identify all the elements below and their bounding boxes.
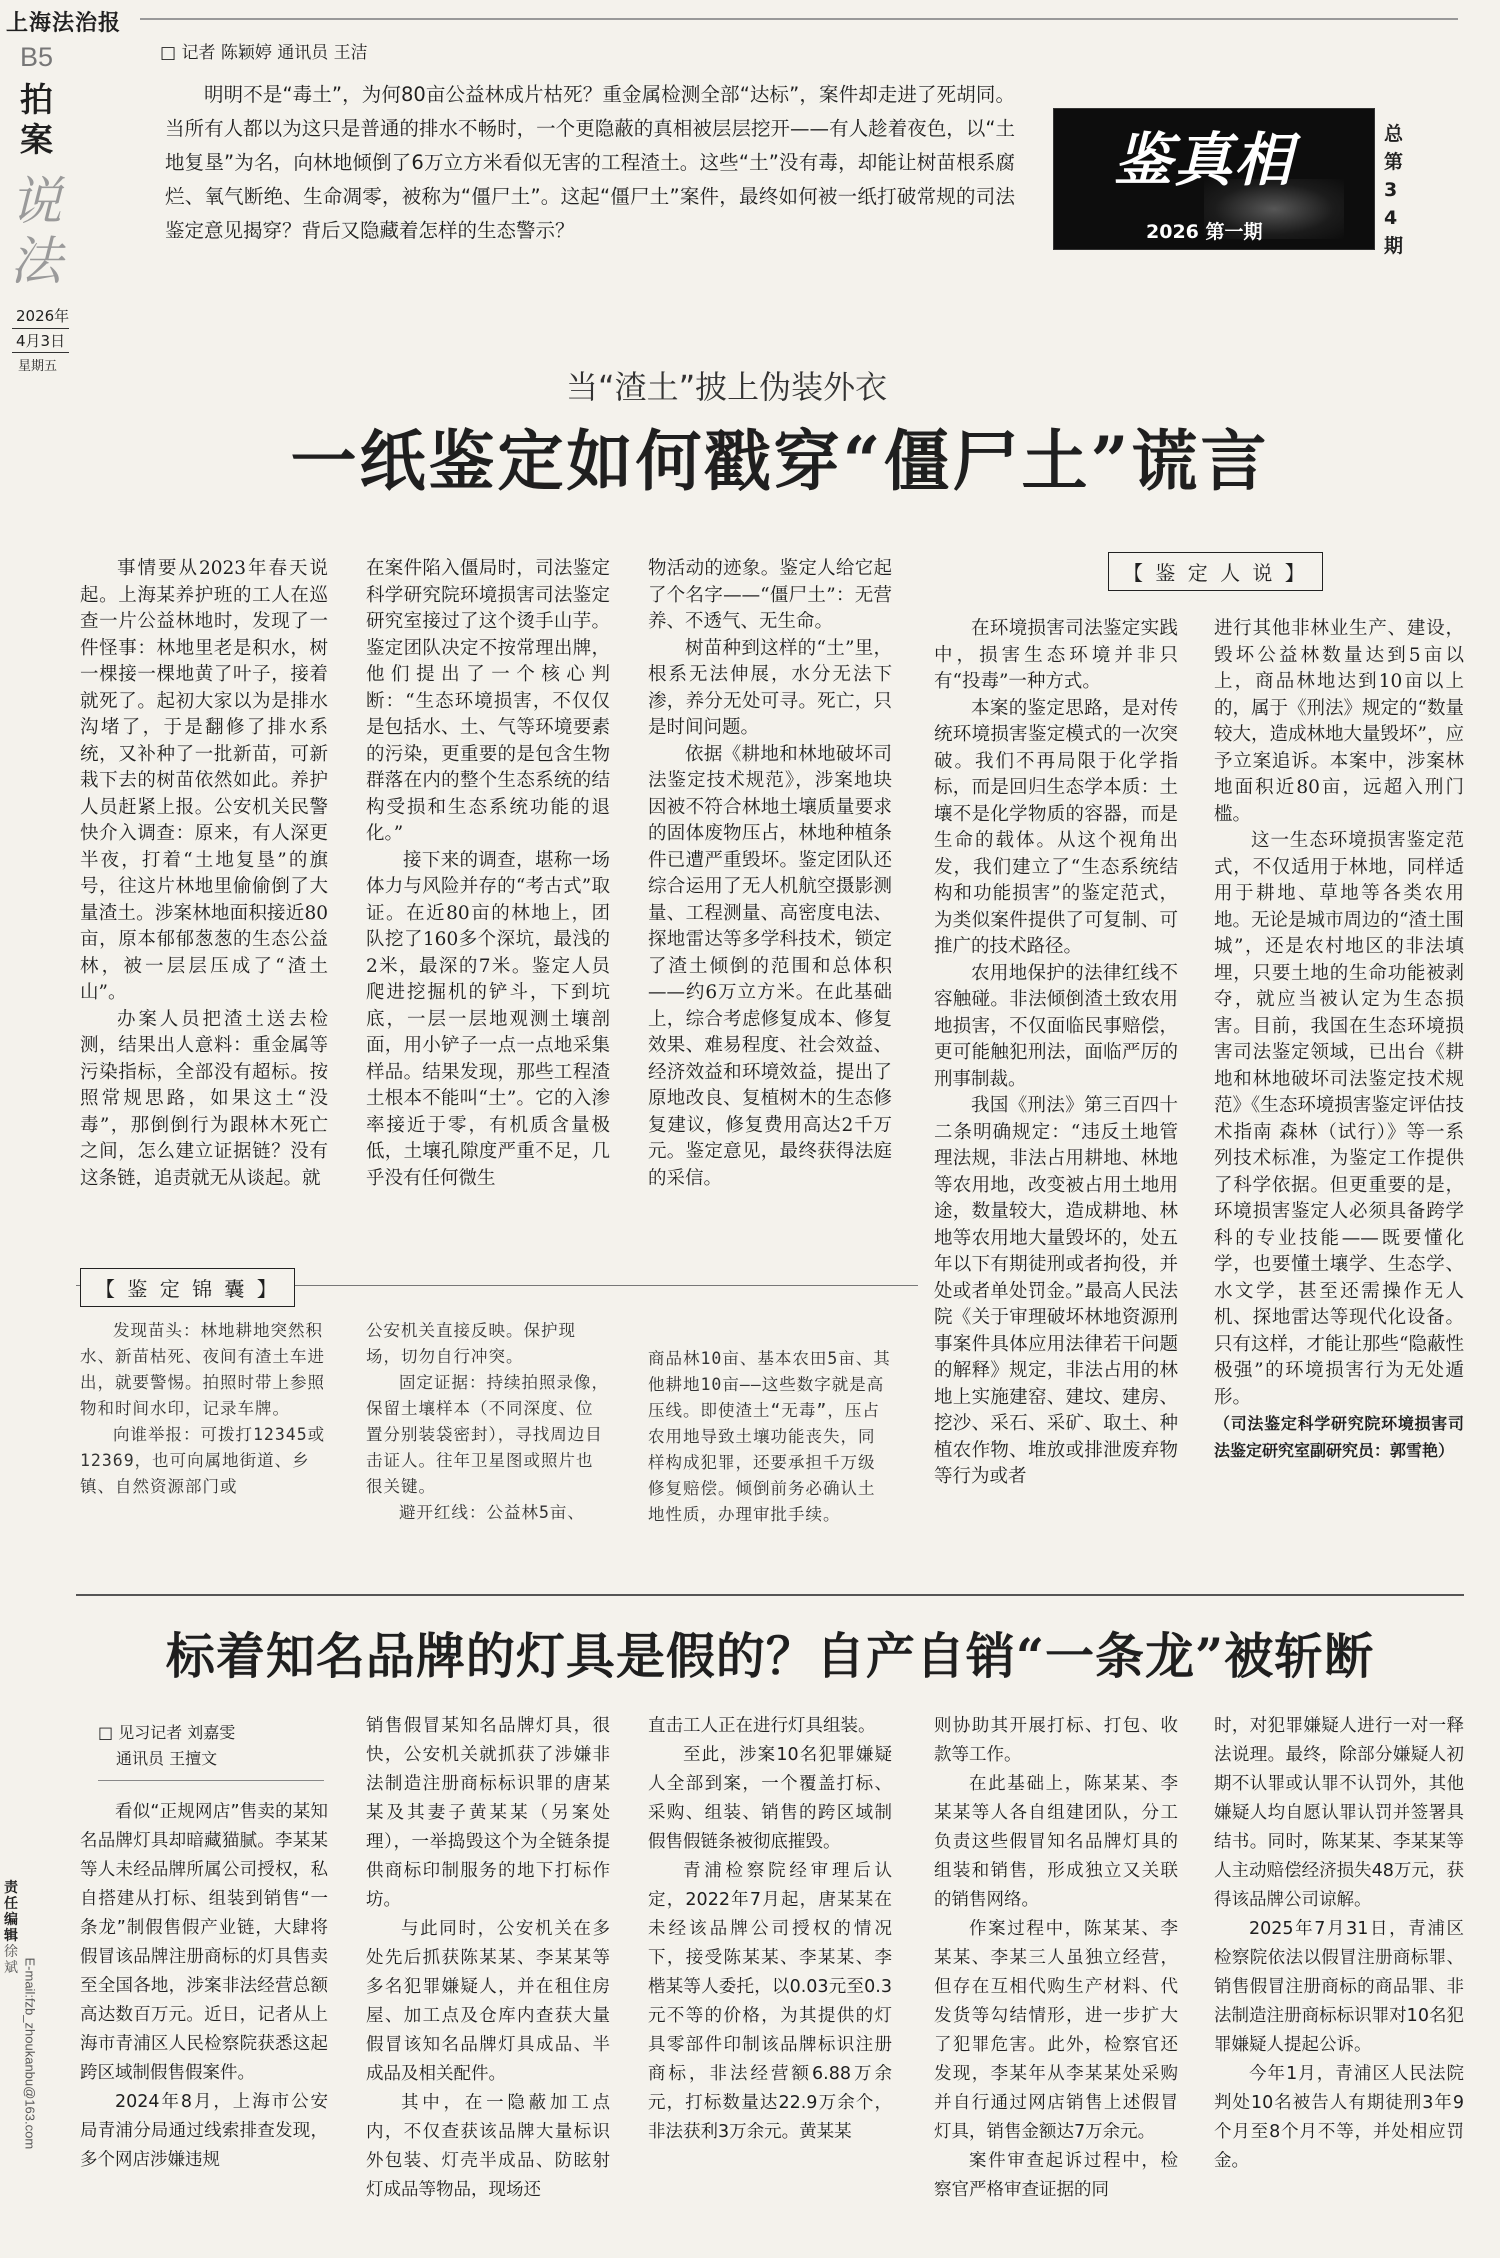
paragraph: 销售假冒某知名品牌灯具，很快，公安机关就抓获了涉嫌非法制造注册商标标识罪的唐某某及其妻子黄某某（另案处理），一举捣毁这个为全链条提供商标印制服务的地下打标作坊。 bbox=[366, 1716, 610, 1910]
paragraph: 在此基础上，陈某某、李某某等人各自组建团队，分工负责这些假冒知名品牌灯具的组装和销售，形成独立又关联的销售网络。 bbox=[934, 1774, 1178, 1910]
article2-byline-rule bbox=[98, 1780, 324, 1781]
editor-name: 徐斌 bbox=[4, 1944, 18, 1976]
paragraph: 今年1月，青浦区人民法院判处10名被告人有期徒刑3年9个月至8个月不等，并处相应罚金。 bbox=[1214, 2064, 1464, 2171]
paragraph: 案件审查起诉过程中，检察官严格审查证据的同 bbox=[934, 2151, 1178, 2200]
tip-paragraph: 避开红线：公益林5亩、 bbox=[399, 1503, 585, 1522]
tips-section-tag: 【 鉴 定 锦 囊 】 bbox=[80, 1268, 295, 1307]
paragraph: 则协助其开展打标、打包、收款等工作。 bbox=[934, 1716, 1178, 1765]
article2-divider bbox=[76, 1594, 1464, 1596]
article2-byline bbox=[98, 1720, 235, 1772]
article2-headline: 标着知名品牌的灯具是假的？自产自销“一条龙”被斩断 bbox=[165, 1627, 1375, 1685]
paragraph: 作案过程中，陈某某、李某某、李某三人虽独立经营，但存在互相代购生产材料、代发货等勾结情形，进一步扩大了犯罪危害。此外，检察官还发现，李某年从李某某处采购并自行通过网店销售上述假冒灯具，销售金额达7万余元。 bbox=[934, 1919, 1178, 2142]
series-badge bbox=[1053, 108, 1375, 250]
paragraph: 在案件陷入僵局时，司法鉴定科学研究院环境损害司法鉴定研究室接过了这个烫手山芋。鉴定团队决定不按常理出牌，他们提出了一个核心判断：“生态环境损害，不仅仅是包括水、土、气等环境要素的污染，更重要的是包含生物群落在内的整个生态系统的结构受损和生态系统功能的退化。” bbox=[366, 558, 610, 844]
tip-paragraph: 发现苗头：林地耕地突然积水、新苗枯死、夜间有渣土车进出，就要警惕。拍照时带上参照物和时间水印，记录车牌。 bbox=[80, 1321, 325, 1418]
paragraph: 进行其他非林业生产、建设，毁坏公益林数量达到5亩以上，商品林地达到10亩以上的，属于《刑法》规定的“数量较大，造成林地大量毁坏”，应予立案追诉。本案中，涉案林地面积近80亩，远超入刑门槛。 bbox=[1214, 618, 1464, 825]
article1-col5 bbox=[1214, 616, 1464, 1464]
paragraph: 直击工人正在进行灯具组装。 bbox=[648, 1716, 876, 1736]
page-number: B5 bbox=[20, 42, 54, 72]
paragraph: 我国《刑法》第三百四十二条明确规定：“违反土地管理法规，非法占用耕地、林地等农用地，改变被占用土地用途，数量较大，造成耕地、林地等农用地大量毁坏的，处五年以下有期徒刑或者拘役，并处或者单处罚金。”最高人民法院《关于审理破坏林地资源刑事案件具体应用法律若干问题的解释》规定，非法占用的林地上实施建窑、建坟、建房、挖沙、采石、采矿、取土、种植农作物、堆放或排泄废弃物等行为或者 bbox=[934, 1095, 1178, 1487]
paragraph: 与此同时，公安机关在多处先后抓获陈某某、李某某等多名犯罪嫌疑人，并在租住房屋、加工点及仓库内查获大量假冒该知名品牌灯具成品、半成品及相关配件。 bbox=[366, 1919, 610, 2084]
paragraph: 本案的鉴定思路，是对传统环境损害鉴定模式的一次突破。我们不再局限于化学指标，而是回归生态学本质：土壤不是化学物质的容器，而是生命的载体。从这个视角出发，我们建立了“生态系统结构和功能损害”的鉴定范式，为类似案件提供了可复制、可推广的技术路径。 bbox=[934, 697, 1178, 957]
paragraph: 这一生态环境损害鉴定范式，不仅适用于林地，同样适用于耕地、草地等各类农用地。无论是城市周边的“渣土围城”，还是农村地区的非法填埋，只要土地的生命功能被剥夺，就应当被认定为生态损害。目前，我国在生态环境损害司法鉴定领域，已出台《耕地和林地破坏司法鉴定技术规范》《生态环境损害鉴定评估技术指南 森林（试行）》等一系列技术标准，为鉴定工作提供了科学依据。但更重要的是，环境损害鉴定人必须具备跨学科的专业技能——既要懂化学，也要懂土壤学、生态学、水文学，甚至还需操作无人机、探地雷达等现代化设备。只有这样，才能让那些“隐蔽性极强”的环境损害行为无处遁形。 bbox=[1214, 830, 1464, 1408]
article2-byline-reporter: □ 见习记者 刘嘉雯 bbox=[98, 1723, 236, 1742]
paragraph: 至此，涉案10名犯罪嫌疑人全部到案，一个覆盖打标、采购、组装、销售的跨区域制假售假链条被彻底摧毁。 bbox=[648, 1745, 892, 1852]
paragraph: 青浦检察院经审理后认定，2022年7月起，唐某某在未经该品牌公司授权的情况下，接受陈某某、李某某、李楷某等人委托，以0.03元至0.3元不等的价格，为其提供的灯具零部件印制该品牌标识注册商标，非法经营额6.88万余元，打标数量达22.9万余个，非法获利3万余元。黄某某 bbox=[648, 1861, 892, 2142]
lead-byline: □ 记者 陈颖婷 通讯员 王洁 bbox=[160, 43, 368, 63]
tips-col3 bbox=[648, 1346, 892, 1528]
badge-issue: 2026 第一期 bbox=[1146, 221, 1263, 243]
masthead-logo: 上海法治报 bbox=[6, 10, 122, 36]
article1-kicker: 当“渣土”披上伪装外衣 bbox=[566, 368, 888, 406]
tip-paragraph: 商品林10亩、基本农田5亩、其他耕地10亩——这些数字就是高压线。即使渣土“无毒”，压占农用地导致土壤功能丧失，同样构成犯罪，还要承担千万级修复赔偿。倾倒前务必确认土地性质，办理审批手续。 bbox=[648, 1349, 891, 1524]
paragraph: 事情要从2023年春天说起。上海某养护班的工人在巡查一片公益林地时，发现了一件怪事：林地里老是积水，树一棵接一棵地黄了叶子，接着就死了。起初大家以为是排水沟堵了，于是翻修了排水系统，又补种了一批新苗，可新栽下去的树苗依然如此。养护人员赶紧上报。公安机关民警快介入调查：原来，有人深更半夜，打着“土地复垦”的旗号，往这片林地里偷偷倒了大量渣土。涉案林地面积接近80亩，原本郁郁葱葱的生态公益林，被一层层压成了“渣土山”。 bbox=[80, 558, 328, 1003]
lead-text: 明明不是“毒土”，为何80亩公益林成片枯死？重金属检测全部“达标”，案件却走进了死胡同。当所有人都以为这只是普通的排水不畅时，一个更隐蔽的真相被层层挖开——有人趁着夜色，以“土地复垦”为名，向林地倾倒了6万立方米看似无害的工程渣土。这些“土”没有毒，却能让树苗根系腐烂、氧气断绝、生命凋零，被称为“僵尸土”。这起“僵尸土”案件，最终如何被一纸打破常规的司法鉴定意见揭穿？背后又隐藏着怎样的生态警示？ bbox=[165, 83, 1015, 242]
paragraph: 依据《耕地和林地破坏司法鉴定技术规范》，涉案地块因被不符合林地土壤质量要求的固体废物压占，林地种植条件已遭严重毁坏。鉴定团队还综合运用了无人机航空摄影测量、工程测量、高密度电法、探地雷达等多学科技术，锁定了渣土倾倒的范围和总体积——约6万立方米。在此基础上，综合考虑修复成本、修复效果、难易程度、社会效益、经济效益和环境效益，提出了原地改良、复植树木的生态修复建议，修复费用高达2千万元。鉴定意见，最终获得法庭的采信。 bbox=[648, 743, 892, 1189]
badge-total: 总第34期 bbox=[1384, 123, 1404, 257]
badge-title: 鉴真相 bbox=[1114, 126, 1295, 194]
article2-col3 bbox=[648, 1712, 892, 2147]
paragraph: 办案人员把渣土送去检测，结果出人意料：重金属等污染指标，全部没有超标。按照常规思路，如果这土“没毒”，那倒倒行为跟林木死亡之间，怎么建立证据链？没有这条链，追责就无从谈起。就 bbox=[80, 1008, 328, 1189]
article1-col4 bbox=[934, 616, 1178, 1491]
article2-col4 bbox=[934, 1712, 1178, 2205]
editor-label bbox=[4, 1880, 22, 1976]
article2-col2 bbox=[366, 1712, 610, 2205]
paragraph: 2024年8月，上海市公安局青浦分局通过线索排查发现，多个网店涉嫌违规 bbox=[80, 2092, 328, 2170]
paragraph: 2025年7月31日，青浦区检察院依法以假冒注册商标罪、销售假冒注册商标的商品罪、非法制造注册商标标识罪对10名犯罪嫌疑人提起公诉。 bbox=[1214, 1919, 1464, 2055]
paragraph: 树苗种到这样的“土”里，根系无法伸展，水分无法下渗，养分无处可寻。死亡，只是时间问题。 bbox=[648, 637, 892, 738]
issue-weekday: 星期五 bbox=[18, 359, 58, 374]
tip-paragraph: 向谁举报：可拨打12345或12369，也可向属地街道、乡镇、自然资源部门或 bbox=[80, 1425, 326, 1496]
article1-col1 bbox=[80, 556, 328, 1192]
paragraph: 接下来的调查，堪称一场体力与风险并存的“考古式”取证。在近80亩的林地上，团队挖了160多个深坑，最浅的2米，最深的7米。鉴定人员爬进挖掘机的铲斗，下到坑底，一层一层地观测土壤剖面，用小铲子一点一点地采集样品。结果发现，那些工程渣土根本不能叫“土”。它的入渗率接近于零，有机质含量极低，土壤孔隙度严重不足，几乎没有任何微生 bbox=[366, 849, 610, 1189]
expert-signature: （司法鉴定科学研究院环境损害司法鉴定研究室副研究员：郭雪艳） bbox=[1214, 1414, 1464, 1460]
paragraph: 其中，在一隐蔽加工点内，不仅查获该品牌大量标识外包装、灯壳半成品、防眩射灯成品等物品，现场还 bbox=[366, 2093, 610, 2200]
tip-paragraph: 固定证据：持续拍照录像，保留土壤样本（不同深度、位置分别装袋密封），寻找周边目击证人。往年卫星图或照片也很关键。 bbox=[366, 1373, 609, 1496]
article1-col3 bbox=[648, 556, 892, 1192]
paragraph: 时，对犯罪嫌疑人进行一对一释法说理。最终，除部分嫌疑人初期不认罪或认罪不认罚外，其他嫌疑人均自愿认罪认罚并签署具结书。同时，陈某某、李某某等人主动赔偿经济损失48万元，获得该品牌公司谅解。 bbox=[1214, 1716, 1464, 1910]
tip-paragraph: 公安机关直接反映。保护现场，切勿自行冲突。 bbox=[366, 1321, 576, 1366]
paragraph: 在环境损害司法鉴定实践中，损害生态环境并非只有“投毒”一种方式。 bbox=[934, 618, 1178, 692]
article1-col2 bbox=[366, 556, 610, 1192]
issue-year: 2026年 bbox=[16, 307, 70, 325]
article1-headline: 一纸鉴定如何戳穿“僵尸土”谎言 bbox=[290, 422, 1270, 500]
paragraph: 农用地保护的法律红线不容触碰。非法倾倒渣土致农用地损害，不仅面临民事赔偿，更可能触犯刑法，面临严厉的刑事制裁。 bbox=[934, 962, 1178, 1090]
expert-section-tag: 【 鉴 定 人 说 】 bbox=[1108, 552, 1323, 591]
editor-label-text: 责任编辑 bbox=[4, 1880, 18, 1944]
paragraph: 物活动的迹象。鉴定人给它起了个名字——“僵尸土”：无营养、不透气、无生命。 bbox=[648, 558, 892, 632]
editor-email: E-mail:fzb_zhoukanbu@163.com bbox=[22, 1957, 38, 2150]
issue-date: 4月3日 bbox=[12, 328, 69, 353]
column-name-a: 拍案 bbox=[20, 80, 53, 159]
column-name-b: 说法 bbox=[10, 172, 63, 292]
article2-byline-correspondent: 通讯员 王擅文 bbox=[116, 1749, 218, 1768]
tips-col2 bbox=[366, 1318, 610, 1526]
article2-col1 bbox=[80, 1798, 328, 2175]
paragraph: 看似“正规网店”售卖的某知名品牌灯具却暗藏猫腻。李某某等人未经品牌所属公司授权，私自搭建从打标、组装到销售“一条龙”制假售假产业链，大肆将假冒该品牌注册商标的灯具售卖至全国各地，涉案非法经营总额高达数百万元。近日，记者从上海市青浦区人民检察院获悉这起跨区域制假售假案件。 bbox=[80, 1802, 328, 2083]
tips-col1 bbox=[80, 1318, 328, 1500]
article2-col5 bbox=[1214, 1712, 1464, 2176]
